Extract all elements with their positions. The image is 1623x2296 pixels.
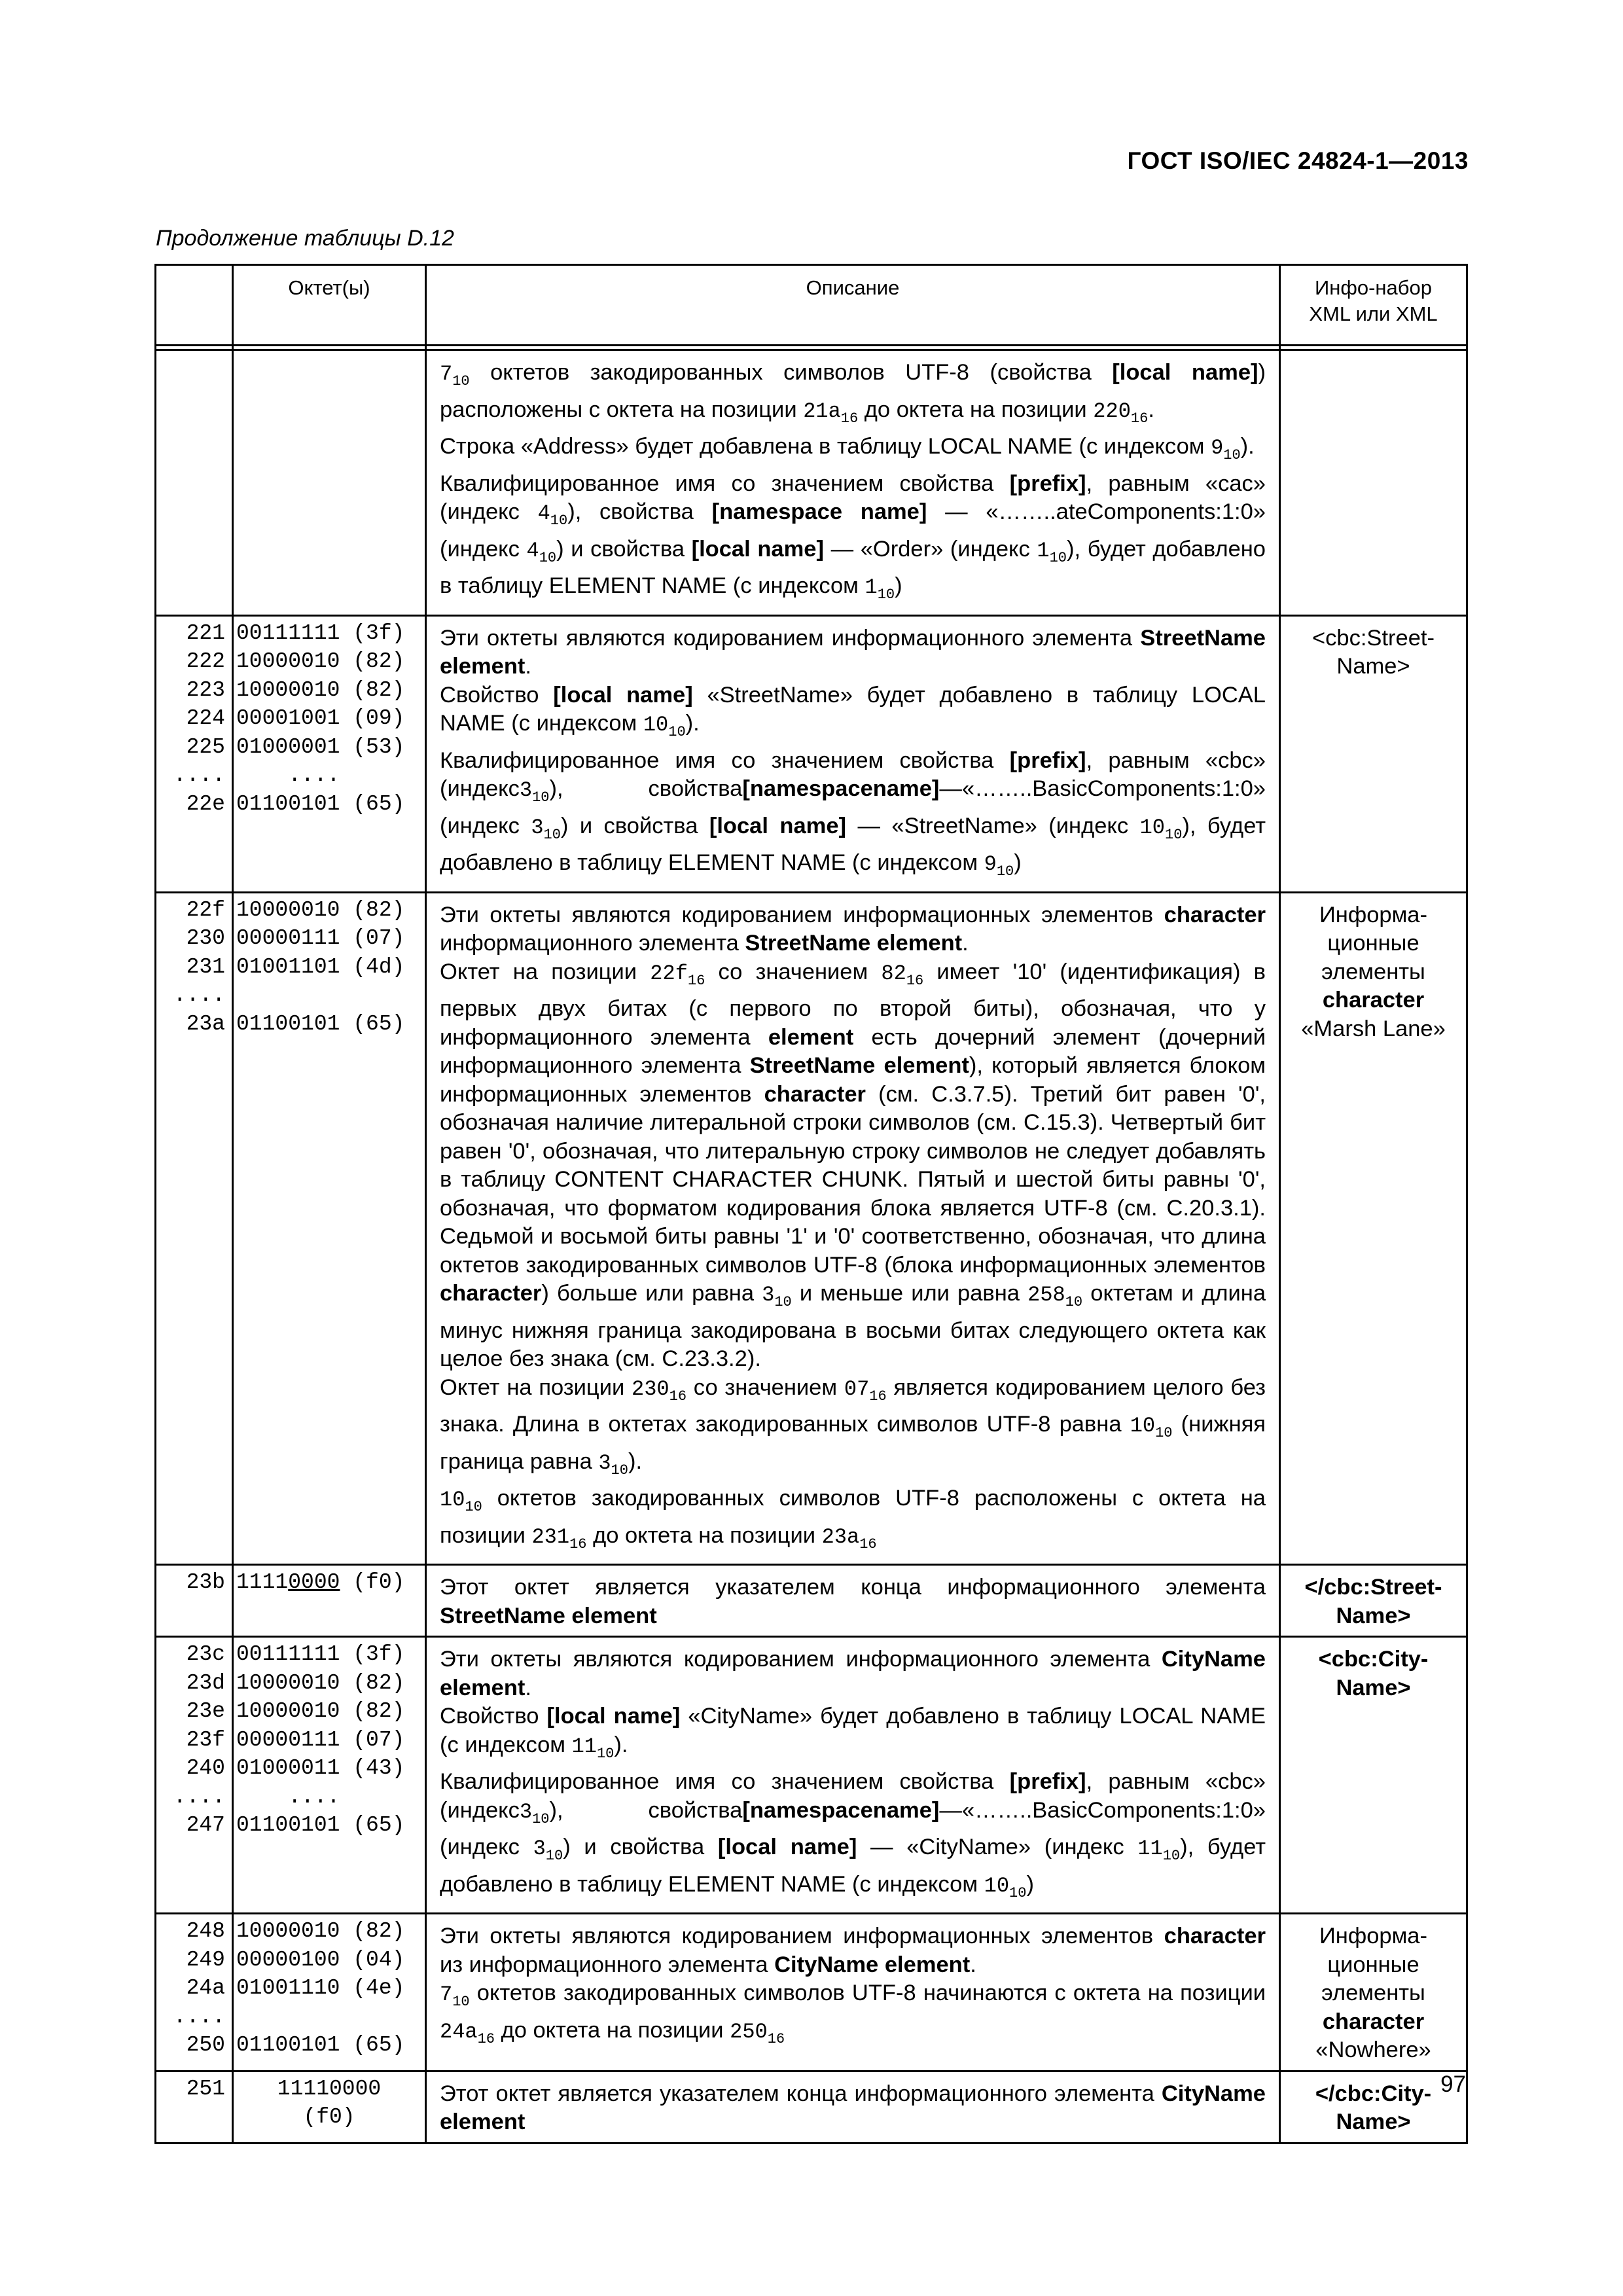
table-row <box>156 1914 1467 2072</box>
description-paragraph: Этот октет является указателем конца информационного элемента CityName element <box>440 2081 1266 2134</box>
address-value: 240 <box>186 1756 225 1780</box>
octet-value: 01001110 (4e) <box>236 1976 405 2000</box>
octet-value: 00111111 (3f) <box>236 620 405 645</box>
octet-value: 00000111 (07) <box>236 1727 405 1752</box>
octet-cell <box>233 2071 426 2143</box>
address-value: 223 <box>186 677 225 702</box>
table-row <box>156 350 1467 616</box>
description-cell <box>426 892 1280 1565</box>
octet-cell <box>233 892 426 1565</box>
description-cell <box>426 615 1280 892</box>
address-cell <box>156 1914 233 2072</box>
address-value: 22e <box>186 791 225 816</box>
octet-value: 01000001 (53) <box>236 734 405 759</box>
address-value: 23d <box>186 1670 225 1695</box>
address-value: 225 <box>186 734 225 759</box>
octet-ellipsis: .... <box>236 1784 340 1809</box>
column-header-octets: Октет(ы) <box>233 265 426 346</box>
octet-cell <box>233 1914 426 2072</box>
infoset-value: <cbc:Street-Name> <box>1312 625 1435 679</box>
description-paragraph: $7_{10}$ октетов закодированных символов UTF-8 начинаются с октета на позиции $24a_{16}$ до октета на позиции $250_{16}$ <box>440 1981 1266 2047</box>
description-paragraph: Эти октеты являются кодированием информационного элемента CityName element. <box>440 1647 1266 1700</box>
table-row <box>156 1565 1467 1637</box>
address-cell <box>156 892 233 1565</box>
octet-table <box>154 264 1468 2144</box>
description-paragraph: Квалифицированное имя со значением свойства [prefix], равным «cbc» $(индекс3_{10})$, свойства[namespacename]—«……..BasicComponents:1:0» (индекс $3_{10}$) и свойства [local name] — «CityName» (индекс $11_{10}$), будет добавлено в таблицу ELEMENT NAME (с индексом $10_{10}$) <box>440 1769 1266 1901</box>
address-value: 24a <box>186 1976 225 2000</box>
address-cell: 251 <box>156 2071 233 2143</box>
octet-value: 01100101 (65) <box>236 2033 405 2057</box>
table-spacer-row <box>156 346 1467 350</box>
octet-value: 10000010 (82) <box>236 677 405 702</box>
document-header-title: ГОСТ ISO/IEC 24824-1—2013 <box>1127 147 1469 174</box>
octet-ellipsis: .... <box>236 763 340 787</box>
description-cell <box>426 2071 1280 2143</box>
address-value: 250 <box>186 2033 225 2057</box>
address-value: 248 <box>186 1919 225 1943</box>
octet-value: 10000010 (82) <box>236 1919 405 1943</box>
address-cell <box>156 350 233 616</box>
address-cell: 23b <box>156 1565 233 1637</box>
octet-value: 10000010 (82) <box>236 1670 405 1695</box>
table-caption: Продолжение таблицы D.12 <box>156 226 454 251</box>
octet-value: 01100101 (65) <box>236 1011 405 1036</box>
octet-blank <box>236 981 422 1010</box>
description-cell <box>426 1914 1280 2072</box>
table-header-row <box>156 265 1467 346</box>
octet-value: 10000010 (82) <box>236 649 405 673</box>
description-cell <box>426 1637 1280 1914</box>
address-value: 221 <box>186 620 225 645</box>
octet-value: 01000011 (43) <box>236 1756 405 1780</box>
infoset-cell: <cbc:City- Name> <box>1280 1637 1467 1914</box>
octet-value: 10000010 (82) <box>236 897 405 922</box>
table-row <box>156 2071 1467 2143</box>
octet-value: 01100101 (65) <box>236 1813 405 1837</box>
description-paragraph: Октет на позиции $230_{16}$ со значением $07_{16}$ является кодированием целого без знака. Длина в октетах закодированных символов UTF-8 равна $10_{10}$ (нижняя граница равна $3_{10}$). <box>440 1374 1266 1479</box>
octet-cell <box>233 1637 426 1914</box>
address-value: 231 <box>186 954 225 979</box>
octet-value: (f0) <box>303 2105 355 2129</box>
octet-value: 01001101 (4d) <box>236 954 405 979</box>
infoset-cell: Информа- ционные элементы character «Marsh Lane» <box>1280 892 1467 1565</box>
infoset-cell: </cbc:Street- Name> <box>1280 1565 1467 1637</box>
description-paragraph: $10_{10}$ октетов закодированных символов UTF-8 расположены с октета на позиции $231_{16}$ до октета на позиции $23a_{16}$ <box>440 1486 1266 1552</box>
column-header-address <box>156 265 233 346</box>
description-paragraph: Эти октеты являются кодированием информационных элементов character информационного элемента StreetName element. <box>440 902 1266 956</box>
address-value: 247 <box>186 1813 225 1837</box>
octet-cell: 11110000 (f0) <box>233 1565 426 1637</box>
address-value: 22f <box>186 897 225 922</box>
description-paragraph: Строка «Address» будет добавлена в таблицу LOCAL NAME (с индексом $9_{10}$). <box>440 434 1255 463</box>
octet-value: 01100101 (65) <box>236 791 405 816</box>
octet-value: 00000111 (07) <box>236 926 405 950</box>
column-header-description: Описание <box>426 265 1280 346</box>
address-ellipsis: .... <box>173 983 225 1007</box>
address-value: 230 <box>186 926 225 950</box>
address-cell <box>156 1637 233 1914</box>
address-ellipsis: .... <box>173 1784 225 1809</box>
address-cell <box>156 615 233 892</box>
address-value: 23a <box>186 1011 225 1036</box>
octet-blank <box>236 2003 422 2032</box>
infoset-cell <box>1280 615 1467 892</box>
octet-cell <box>233 350 426 616</box>
table-row <box>156 892 1467 1565</box>
description-paragraph: Эти октеты являются кодированием информационных элементов character из информационного элемента CityName element. <box>440 1924 1266 1977</box>
description-paragraph: Квалифицированное имя со значением свойства [prefix], равным «cac» (индекс $4_{10}$), свойства [namespace name] — «……..ateComponents:1:0» (индекс $4_{10}$) и свойства [local name] — «Order» (индекс $1_{10}$), будет добавлено в таблицу ELEMENT NAME (с индексом $1_{10}$) <box>440 471 1266 603</box>
address-value: 23f <box>186 1727 225 1752</box>
description-paragraph: Октет на позиции $22f_{16}$ со значением $82_{16}$ имеет '10' (идентификация) в первых двух битах (с первого по второй биты), обозначая, что у информационного элемента element есть дочерний элемент (дочерний информационного элемента StreetName element), который является блоком информационных элементов character (см. С.3.7.5). Третий бит равен '0', обозначая наличие литеральной строки символов (см. С.15.3). Четвертый бит равен '0', обозначая, что литеральную строку символов не следует добавлять в таблицу CONTENT CHARACTER CHUNK. Пятый и шестой биты равны '0', обозначая, что форматом кодирования блока является UTF-8 (см. С.20.3.1). Седьмой и восьмой биты равны '1' и '0' соответственно, обозначая, что длина октетов закодированных символов UTF-8 (блока информационных элементов character) больше или равна $3_{10}$ и меньше или равна $258_{10}$ октетам и длина минус нижняя граница закодирована в восьми битах следующего октета как целое без знака (см. С.23.3.2). <box>440 959 1266 1371</box>
address-value: 23e <box>186 1699 225 1723</box>
octet-value: 11110000 <box>277 2076 382 2101</box>
octet-value: 10000010 (82) <box>236 1699 405 1723</box>
octet-cell <box>233 615 426 892</box>
octet-value: 00001001 (09) <box>236 706 405 730</box>
address-value: 222 <box>186 649 225 673</box>
description-cell <box>426 350 1280 616</box>
address-ellipsis: .... <box>173 763 225 787</box>
description-paragraph: Квалифицированное имя со значением свойства [prefix], равным «cbc» $(индекс3_{10})$, свойства[namespacename]—«……..BasicComponents:1:0» (индекс $3_{10}$) и свойства [local name] — «StreetName» (индекс $10_{10}$), будет добавлено в таблицу ELEMENT NAME (с индексом $9_{10}$) <box>440 747 1266 880</box>
address-value: 23c <box>186 1642 225 1666</box>
description-paragraph: Свойство [local name] «CityName» будет добавлено в таблицу LOCAL NAME (с индексом $11_{10}$). <box>440 1704 1266 1762</box>
description-paragraph: Эти октеты являются кодированием информационного элемента StreetName element. <box>440 625 1266 679</box>
column-header-infoset: Инфо-набор XML или XML <box>1280 265 1467 346</box>
table-row <box>156 615 1467 892</box>
description-cell <box>426 1565 1280 1637</box>
page-number: 97 <box>1440 2072 1466 2097</box>
address-value: 224 <box>186 706 225 730</box>
address-ellipsis: .... <box>173 2004 225 2029</box>
description-paragraph: Этот октет является указателем конца информационного элемента StreetName element <box>440 1575 1266 1628</box>
description-paragraph: Свойство [local name] «StreetName» будет добавлено в таблицу LOCAL NAME (с индексом $10_{10}$). <box>440 682 1266 740</box>
octet-value: 00000100 (04) <box>236 1947 405 1972</box>
octet-value: 00111111 (3f) <box>236 1642 405 1666</box>
description-paragraph: $7_{10}$ октетов закодированных символов UTF-8 (свойства [local name]) расположены с октета на позиции $21a_{16}$ до октета на позиции $220_{16}$. <box>440 360 1266 427</box>
infoset-cell: </cbc:City- Name> <box>1280 2071 1467 2143</box>
infoset-cell: Информа- ционные элементы character «Nowhere» <box>1280 1914 1467 2072</box>
infoset-cell <box>1280 350 1467 616</box>
table-row <box>156 1637 1467 1914</box>
address-value: 249 <box>186 1947 225 1972</box>
